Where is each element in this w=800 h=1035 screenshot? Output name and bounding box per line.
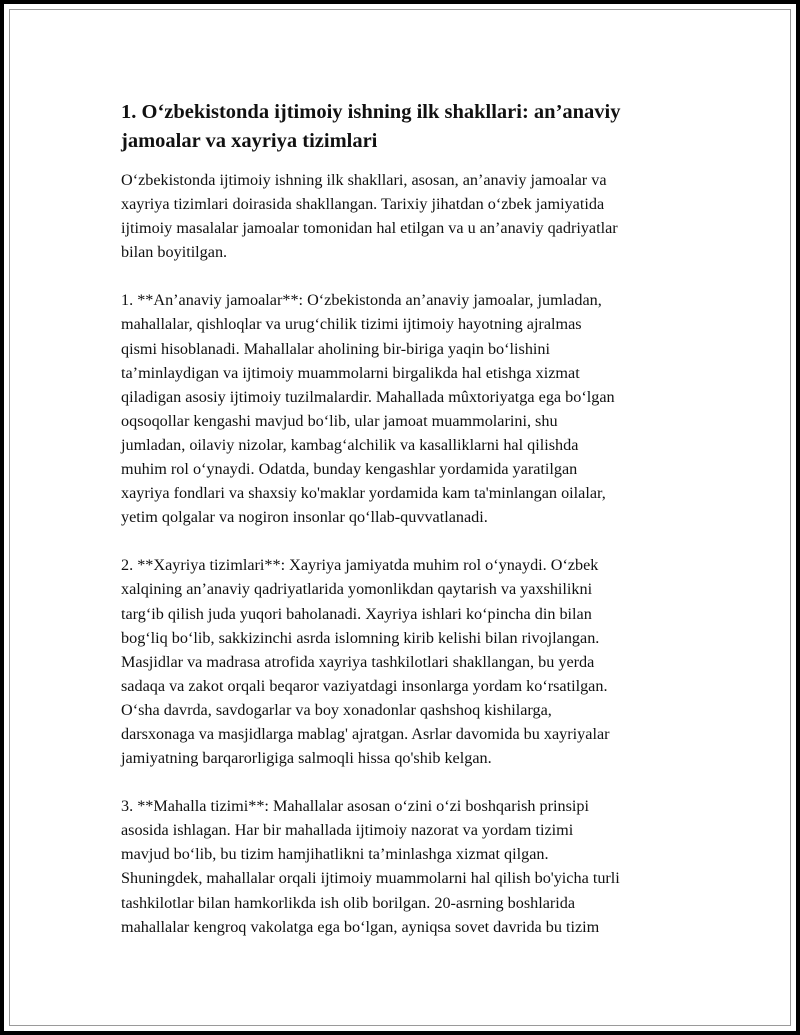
document-title xyxy=(121,98,696,156)
text-line: Shuningdek, mahallalar orqali ijtimoiy muammolarni hal qilish bo'yicha turli xyxy=(121,869,620,888)
section-charity-systems xyxy=(121,553,696,770)
text-line: xayriya tizimlari doirasida shakllangan. Tarixiy jihatdan o‘zbek jamiyatida xyxy=(121,195,605,214)
title-line: jamoalar va xayriya tizimlari xyxy=(121,130,378,152)
text-line: xalqining an’anaviy qadriyatlarida yomonlikdan qaytarish va yaxshilikni xyxy=(121,580,593,599)
section-mahalla-system xyxy=(121,794,696,939)
text-line: oqsoqollar kengashi mavjud bo‘lib, ular jamoat muammolarini, shu xyxy=(121,411,558,430)
document-body xyxy=(121,98,696,963)
text-line: darsxonaga va masjidlarga mablag' ajratgan. Asrlar davomida bu xayriyalar xyxy=(121,724,610,743)
text-line: 2. **Xayriya tizimlari**: Xayriya jamiyatda muhim rol o‘ynaydi. O‘zbek xyxy=(121,556,599,575)
text-line: O‘zbekistonda ijtimoiy ishning ilk shakllari, asosan, an’anaviy jamoalar va xyxy=(121,171,607,189)
text-line: asosida ishlagan. Har bir mahallada ijtimoiy nazorat va yordam tizimi xyxy=(121,821,574,840)
text-line: bilan boyitilgan. xyxy=(121,243,228,262)
text-line: mahallalar, qishloqlar va urug‘chilik tizimi ijtimoiy hayotning ajralmas xyxy=(121,315,582,334)
text-line: jamiyatning barqarorligiga salmoqli hissa qo'shib kelgan. xyxy=(121,749,492,768)
text-line: muhim rol o‘ynaydi. Odatda, bunday kengashlar yordamida yaratilgan xyxy=(121,460,578,479)
section-traditional-communities xyxy=(121,288,696,529)
text-line: jumladan, oilaviy nizolar, kambag‘alchilik va kasalliklarni hal qilishda xyxy=(121,435,579,454)
text-line: mavjud bo‘lib, bu tizim hamjihatlikni ta’minlashga xizmat qilgan. xyxy=(121,845,549,864)
text-line: Masjidlar va madrasa atrofida xayriya tashkilotlari shakllangan, bu yerda xyxy=(121,652,595,671)
text-line: qismi hisoblanadi. Mahallalar aholining bir-biriga yaqin bo‘lishini xyxy=(121,339,551,358)
text-line: targ‘ib qilish juda yuqori baholanadi. Xayriya ishlari ko‘pincha din bilan xyxy=(121,604,592,623)
text-line: tashkilotlar bilan hamkorlikda ish olib borilgan. 20-asrning boshlarida xyxy=(121,893,576,912)
text-line: ijtimoiy masalalar jamoalar tomonidan hal etilgan va u an’anaviy qadriyatlar xyxy=(121,219,618,238)
text-line: O‘sha davrda, savdogarlar va boy xonadonlar qashshoq kishilarga, xyxy=(121,700,552,719)
text-line: yetim qolgalar va nogiron insonlar qo‘llab-quvvatlanadi. xyxy=(121,508,488,527)
text-line: 1. **An’anaviy jamoalar**: O‘zbekistonda an’anaviy jamoalar, jumladan, xyxy=(121,291,602,310)
title-line: 1. O‘zbekistonda ijtimoiy ishning ilk shakllari: an’anaviy xyxy=(121,101,621,123)
text-line: ta’minlaydigan va ijtimoiy muammolarni birgalikda hal etishga xizmat xyxy=(121,363,580,382)
text-line: 3. **Mahalla tizimi**: Mahallalar asosan o‘zini o‘zi boshqarish prinsipi xyxy=(121,797,589,816)
text-line: xayriya fondlari va shaxsiy ko'maklar yordamida kam ta'minlangan oilalar, xyxy=(121,484,606,503)
intro-paragraph xyxy=(121,168,696,264)
text-line: sadaqa va zakot orqali beqaror vaziyatdagi insonlarga yordam ko‘rsatilgan. xyxy=(121,676,608,695)
text-line: qiladigan asosiy ijtimoiy tuzilmalardir. Mahallada mûxtoriyatga ega bo‘lgan xyxy=(121,387,615,406)
text-line: mahallalar kengroq vakolatga ega bo‘lgan, ayniqsa sovet davrida bu tizim xyxy=(121,917,600,936)
text-line: bog‘liq bo‘lib, sakkizinchi asrda islomning kirib kelishi bilan rivojlangan. xyxy=(121,628,600,647)
